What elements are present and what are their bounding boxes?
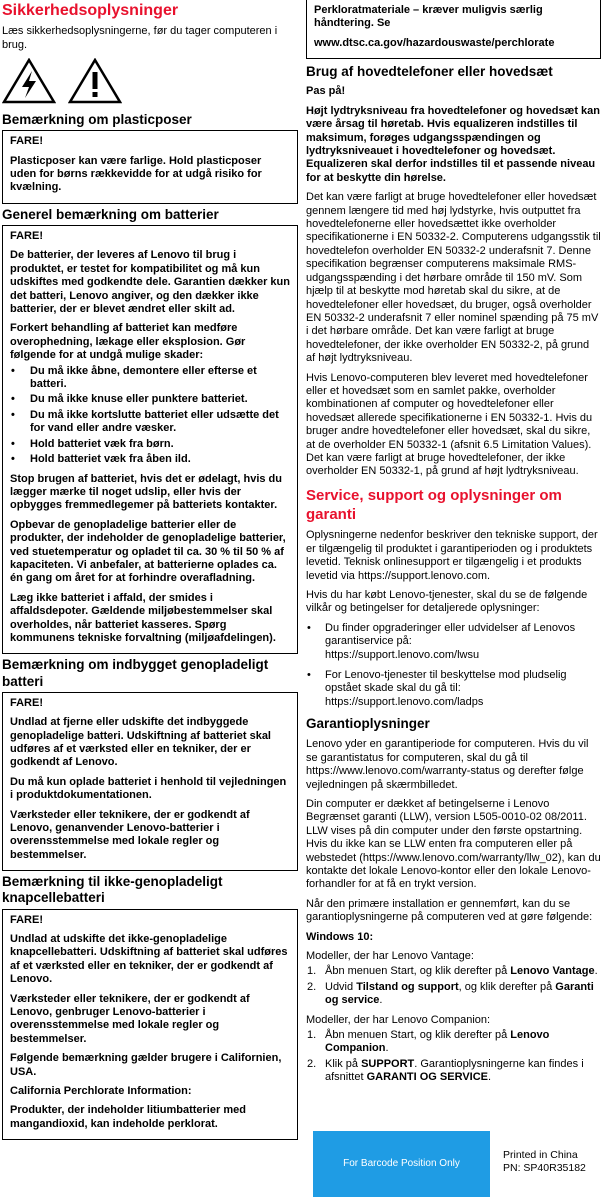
battery-paragraph: Stop brugen af batteriet, hvis det er ødelagt, hvis du lægger mærke til noget udslip, eller hvis der opbygges fremmedlegemer på batteriets kontakter.	[10, 472, 282, 512]
caution-label: Pas på!	[306, 85, 346, 98]
battery-heading: Generel bemærkning om batterier	[2, 206, 219, 222]
headphones-heading: Brug af hovedtelefoner eller hovedsæt	[306, 64, 553, 80]
electrical-hazard-icon	[2, 58, 56, 104]
step-number: 2.	[307, 1057, 317, 1070]
perchlorate-text: Perkloratmateriale – kræver muligvis særlig håndtering. Se	[314, 4, 543, 30]
list-item: • Hold batteriet væk fra børn.	[10, 438, 290, 451]
coin-paragraph: Værksteder eller teknikere, der er godkendt af Lenovo, genbruger Lenovo-batterier i overensstemmelse med lokale regler og bestemmelser.	[10, 992, 250, 1045]
list-item	[306, 669, 601, 709]
coin-paragraph: Undlad at udskifte det ikke-genopladelige knapcellebatteri. Udskiftning af batteriet skal udføres af et værksted eller en tekniker, der er godkendt af Lenovo.	[10, 933, 288, 986]
plastic-bag-heading: Bemærkning om plasticposer	[2, 112, 192, 127]
perchlorate-url: www.dtsc.ca.gov/hazardouswaste/perchlorate	[314, 36, 555, 49]
headphones-paragraph: Det kan være farligt at bruge hovedtelefoner eller hovedsæt gennem længere tid med høj lydstyrke, hvis outputtet fra hovedtelefonerne eller hovedsættet ikke overholder specifikationerne i EN 50332-2. Computerens udgangsstik til hovedtelefon overholder EN 50332-2 underafsnit 7. Denne specifikation begrænser computerens maksimale RMS-udgangsspænding i det hørbare område til 150 mV. Som hjælp til at beskytte mod høretab skal du sikre, at de hovedtelefoner eller hovedsæt, du bruger, også overholder EN 50332-2 underafsnit 7 eller nominel spænding på 75 mV i det hørbare område. Det kan være farligt at bruge hovedtelefoner, der ikke overholder EN 50332-2, på grund af højt lydtryksniveau.	[306, 191, 601, 365]
step-text: Åbn menuen Start, og klik derefter på	[325, 1029, 511, 1042]
step-bold: GARANTI OG SERVICE	[366, 1071, 489, 1084]
battery-paragraph: De batterier, der leveres af Lenovo til brug i produktet, er testet for kompatibilitet og må kun udskiftes med godkendte dele. Garantien dækker kun det batteri, Lenovo angiver, og den dækker ikke batterier, der er blevet ændret eller skilt ad.	[10, 249, 290, 316]
step-bold: Lenovo Companion	[325, 1029, 550, 1055]
step-text: Klik på	[325, 1057, 362, 1070]
perchlorate-box	[306, 0, 601, 59]
windows-label: Windows 10:	[306, 930, 374, 943]
danger-label: FARE!	[10, 696, 43, 709]
vantage-steps	[306, 965, 601, 1007]
right-column	[306, 0, 601, 1091]
service-paragraph: Hvis du har købt Lenovo-tjenester, skal du se de følgende vilkår og betingelser for detaljerede oplysninger:	[306, 588, 588, 615]
warranty-paragraph: Din computer er dækket af betingelserne i Lenovo Begrænset garanti (LLW), version L505-0010-02 08/2011. LLW vises på din computer under den første opstartning. Hvis du ikke kan se LLW enten fra computeren eller på webstedet (https://www.lenovo.com/warranty/llw_02), kan du kontakte det lokale Lenovo-kontor eller den lokale Lenovo-forhandler for at få en trykt version.	[306, 797, 601, 891]
list-item	[306, 981, 601, 1008]
barcode-label: For Barcode Position Only	[343, 1157, 460, 1169]
page-title: Sikkerhedsoplysninger	[2, 2, 179, 19]
hazard-icons	[2, 58, 298, 106]
headphones-paragraph: Hvis Lenovo-computeren blev leveret med hovedtelefoner eller et hovedsæt som en samlet pakke, overholder kombinationen af computer og hovedtelefoner eller hovedsæt allerede specifikationerne i EN 50332-1. Hvis du bruger andre hovedtelefoner eller hovedsæt, skal du sikre, at de overholder EN 50332-1 (afsnit 6.5 Limitation Values). Det kan være farligt at bruge hovedtelefoner, der ikke overholder EN 50332-1, på grund af højt lydtryksniveau.	[306, 371, 593, 478]
battery-paragraph: Opbevar de genopladelige batterier eller de produkter, der indeholder de genopladelige batterier, ved stuetemperatur og opladet til ca. 30 % til 50 % af kapaciteten. Vi anbefaler, at batterierne oplades ca. én gang om året for at forhindre overafladning.	[10, 518, 286, 585]
step-bold: Garanti og service	[325, 980, 594, 1007]
battery-bullet-list	[10, 365, 290, 467]
barcode-placeholder	[313, 1131, 490, 1197]
list-item: • Du må ikke kortslutte batteriet eller udsætte det for vand eller andre væsker.	[10, 409, 290, 436]
bullet-text: For Lenovo-tjenester til beskyttelse mod pludselig opstået skade skal du gå til:	[325, 668, 567, 695]
step-number: 1.	[307, 1029, 317, 1042]
warranty-paragraph: Lenovo yder en garantiperiode for computeren. Hvis du vil se garantistatus for computeren, skal du gå til https://www.lenovo.com/warranty-status og derefter følge vejledningen på skærmbilledet.	[306, 738, 589, 791]
list-item: • Hold batteriet væk fra åben ild.	[10, 453, 290, 466]
step-number: 2.	[307, 980, 317, 993]
danger-label: FARE!	[10, 135, 43, 148]
coin-paragraph: California Perchlorate Information:	[10, 1085, 192, 1098]
step-text: , og klik derefter på	[458, 980, 556, 993]
battery-paragraph: Forkert behandling af batteriet kan medføre overophedning, lækage eller eksplosion. Gør følgende for at undgå mulige skader:	[10, 322, 246, 362]
service-paragraph: Oplysningerne nedenfor beskriver den tekniske support, der er tilgængelig til produktet i garantiperioden og i produktets levetid. Teknisk onlinesupport er tilgængelig i et produkts levetid via https://support.lenovo.com.	[306, 529, 598, 582]
list-item	[306, 965, 601, 978]
coin-cell-heading: Bemærkning til ikke-genopladeligt knapcellebatteri	[2, 874, 223, 906]
warning-icon	[68, 58, 122, 104]
bullet-text: Du finder opgraderinger eller udvidelser af Lenovos garantiservice på:	[325, 621, 576, 648]
step-text: . Garantioplysningerne kan findes i afsnittet	[325, 1057, 584, 1084]
builtin-battery-heading: Bemærkning om indbygget genopladeligt batteri	[2, 657, 269, 689]
danger-label: FARE!	[10, 230, 43, 242]
part-number: PN: SP40R35182	[503, 1161, 586, 1174]
step-number: 1.	[307, 965, 317, 978]
coin-paragraph: Følgende bemærkning gælder brugere i Californien, USA.	[10, 1052, 282, 1078]
list-item	[306, 622, 601, 662]
builtin-battery-danger-box	[2, 692, 298, 871]
step-text: .	[594, 965, 598, 978]
vantage-intro: Modeller, der har Lenovo Vantage:	[306, 950, 474, 963]
print-info	[503, 1149, 586, 1175]
list-item: • Du må ikke åbne, demontere eller efterse et batteri.	[10, 365, 290, 392]
warranty-heading: Garantioplysninger	[306, 716, 430, 732]
service-bullet-list	[306, 622, 601, 709]
plastic-bag-text: Plasticposer kan være farlige. Hold plasticposer uden for børns rækkevidde for at udgå risiko for kvælning.	[10, 154, 262, 194]
printed-in-text: Printed in China	[503, 1149, 578, 1161]
battery-danger-box	[2, 225, 298, 654]
step-text: Udvid	[325, 980, 357, 993]
danger-label: FARE!	[10, 913, 43, 926]
step-text: Åbn menuen Start, og klik derefter på	[325, 965, 511, 978]
list-item: • Du må ikke knuse eller punktere batteriet.	[10, 393, 290, 406]
builtin-paragraph: Du må kun oplade batteriet i henhold til vejledningen i produktdokumentationen.	[10, 775, 287, 802]
ladps-link[interactable]: https://support.lenovo.com/ladps	[325, 695, 484, 708]
battery-paragraph: Læg ikke batteriet i affald, der smides i affaldsdepoter. Gældende miljøbestemmelser skal overholdes, når batteriet kasseres. Spørg kommunens tekniske forvaltning (miljøafdelingen).	[10, 591, 276, 644]
step-bold: Lenovo Vantage	[510, 965, 595, 978]
plastic-bag-danger-box	[2, 130, 298, 204]
companion-intro: Modeller, der har Lenovo Companion:	[306, 1013, 491, 1026]
left-column	[2, 0, 298, 1143]
coin-cell-danger-box	[2, 909, 298, 1141]
step-text: .	[379, 994, 383, 1007]
builtin-paragraph: Undlad at fjerne eller udskifte det indbyggede genopladelige batteri. Udskiftning af batteriet skal udføres af et værksted eller en tekniker, der er godkendt af Lenovo.	[10, 716, 271, 769]
step-bold: SUPPORT	[361, 1057, 415, 1070]
service-title: Service, support og oplysninger om garanti	[306, 486, 562, 523]
headphones-warning: Højt lydtryksniveau fra hovedtelefoner og hovedsæt kan være årsag til høretab. Hvis equalizeren indstilles til maksimum, forøges udgangsspændingen og lydtryksniveauet i hovedtelefoner og hovedsæt. Equalizeren skal derfor indstilles til et passende niveau for at beskytte din hørelse.	[306, 104, 601, 184]
list-item	[306, 1029, 601, 1056]
companion-steps	[306, 1029, 601, 1085]
intro-text: Læs sikkerhedsoplysningerne, før du tager computeren i brug.	[2, 25, 278, 51]
coin-paragraph: Produkter, der indeholder litiumbatterier med mangandioxid, kan indeholde perklorat.	[10, 1104, 246, 1130]
builtin-paragraph: Værksteder eller teknikere, der er godkendt af Lenovo, genanvender Lenovo-batterier i overensstemmelse med lokale regler og bestemmelser.	[10, 808, 250, 861]
step-text: .	[385, 1042, 389, 1055]
warranty-paragraph: Når den primære installation er gennemført, kan du se garantioplysningerne på computeren ved at gøre følgende:	[306, 897, 593, 924]
step-text: .	[488, 1071, 492, 1084]
lwsu-link[interactable]: https://support.lenovo.com/lwsu	[325, 648, 480, 661]
step-bold: Tilstand og support	[356, 980, 459, 993]
list-item	[306, 1058, 601, 1085]
